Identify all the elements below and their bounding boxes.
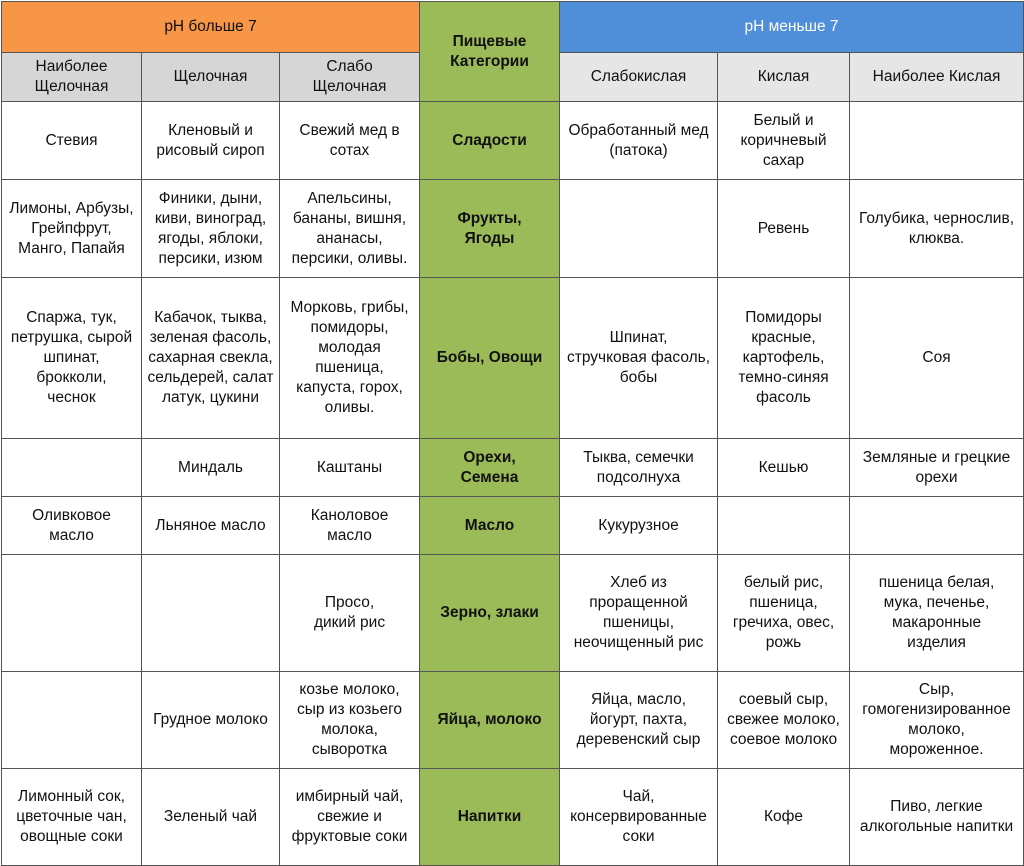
table-row: [2, 672, 1024, 769]
table-row: [2, 439, 1024, 497]
column-slightly-acidic: Слабокислая: [560, 53, 718, 102]
cell-slightly-acidic: Яйца, масло, йогурт, пахта, деревенский сыр: [560, 672, 718, 769]
cell-most-acidic: Земляные и грецкие орехи: [850, 439, 1024, 497]
cell-alkaline: Кабачок, тыква, зеленая фасоль, сахарная свекла, сельдерей, салат латук, цукини: [142, 278, 280, 439]
cell-slightly-acidic: Хлеб из проращенной пшеницы, неочищенный рис: [560, 555, 718, 672]
cell-slightly-acidic: Обработанный мед (патока): [560, 102, 718, 180]
cell-most-alkaline: Спаржа, тук, петрушка, сырой шпинат, брокколи, чеснок: [2, 278, 142, 439]
cell-most-acidic: пшеница белая, мука, печенье, макаронные изделия: [850, 555, 1024, 672]
cell-acidic: [718, 497, 850, 555]
cell-alkaline: Финики, дыни, киви, виноград, ягоды, яблоки, персики, изюм: [142, 180, 280, 278]
cell-slightly-acidic: Чай, консервированные соки: [560, 769, 718, 866]
cell-alkaline: Зеленый чай: [142, 769, 280, 866]
cell-slightly-acidic: Шпинат, стручковая фасоль, бобы: [560, 278, 718, 439]
cell-acidic: Белый и коричневый сахар: [718, 102, 850, 180]
cell-most-alkaline: Лимонный сок, цветочные чан, овощные соки: [2, 769, 142, 866]
cell-category: Фрукты, Ягоды: [420, 180, 560, 278]
cell-alkaline: Миндаль: [142, 439, 280, 497]
table-row: [2, 278, 1024, 439]
cell-slightly-alkaline: козье молоко, сыр из козьего молока, сыворотка: [280, 672, 420, 769]
table-row: [2, 497, 1024, 555]
cell-most-alkaline: Стевия: [2, 102, 142, 180]
column-most-acidic: Наиболее Кислая: [850, 53, 1024, 102]
category-header: Пищевые Категории: [420, 2, 560, 102]
cell-acidic: соевый сыр, свежее молоко, соевое молоко: [718, 672, 850, 769]
cell-acidic: Кофе: [718, 769, 850, 866]
cell-slightly-acidic: Кукурузное: [560, 497, 718, 555]
table-body: [2, 102, 1024, 866]
cell-category: Бобы, Овощи: [420, 278, 560, 439]
cell-slightly-acidic: [560, 180, 718, 278]
cell-most-acidic: Пиво, легкие алкогольные напитки: [850, 769, 1024, 866]
cell-category: Яйца, молоко: [420, 672, 560, 769]
cell-most-alkaline: [2, 439, 142, 497]
alkaline-header: pH больше 7: [2, 2, 420, 53]
cell-slightly-alkaline: Каштаны: [280, 439, 420, 497]
cell-most-acidic: Голубика, чернослив, клюква.: [850, 180, 1024, 278]
table-row: [2, 102, 1024, 180]
cell-acidic: белый рис, пшеница, гречиха, овес, рожь: [718, 555, 850, 672]
cell-category: Масло: [420, 497, 560, 555]
cell-slightly-alkaline: Просо, дикий рис: [280, 555, 420, 672]
cell-acidic: Помидоры красные, картофель, темно-синяя фасоль: [718, 278, 850, 439]
cell-most-acidic: Сыр, гомогенизированное молоко, мороженное.: [850, 672, 1024, 769]
cell-slightly-alkaline: Каноловое масло: [280, 497, 420, 555]
cell-most-alkaline: Оливковое масло: [2, 497, 142, 555]
column-slightly-alkaline: Слабо Щелочная: [280, 53, 420, 102]
cell-alkaline: Льняное масло: [142, 497, 280, 555]
cell-alkaline: Грудное молоко: [142, 672, 280, 769]
cell-slightly-alkaline: Апельсины, бананы, вишня, ананасы, персики, оливы.: [280, 180, 420, 278]
column-alkaline: Щелочная: [142, 53, 280, 102]
cell-acidic: Ревень: [718, 180, 850, 278]
cell-alkaline: Кленовый и рисовый сироп: [142, 102, 280, 180]
cell-most-alkaline: [2, 555, 142, 672]
cell-slightly-acidic: Тыква, семечки подсолнуха: [560, 439, 718, 497]
cell-category: Сладости: [420, 102, 560, 180]
column-acidic: Кислая: [718, 53, 850, 102]
cell-most-acidic: [850, 497, 1024, 555]
cell-most-alkaline: [2, 672, 142, 769]
ph-food-table: [1, 1, 1024, 866]
table-row: [2, 769, 1024, 866]
table-row: [2, 555, 1024, 672]
cell-most-alkaline: Лимоны, Арбузы, Грейпфрут, Манго, Папайя: [2, 180, 142, 278]
cell-category: Напитки: [420, 769, 560, 866]
cell-category: Зерно, злаки: [420, 555, 560, 672]
cell-most-acidic: [850, 102, 1024, 180]
acidic-header: pH меньше 7: [560, 2, 1024, 53]
cell-most-acidic: Соя: [850, 278, 1024, 439]
cell-slightly-alkaline: Морковь, грибы, помидоры, молодая пшеница, капуста, горох, оливы.: [280, 278, 420, 439]
column-most-alkaline: Наиболее Щелочная: [2, 53, 142, 102]
cell-category: Орехи, Семена: [420, 439, 560, 497]
table-row: [2, 180, 1024, 278]
cell-slightly-alkaline: имбирный чай, свежие и фруктовые соки: [280, 769, 420, 866]
cell-slightly-alkaline: Свежий мед в сотах: [280, 102, 420, 180]
cell-alkaline: [142, 555, 280, 672]
header-row: [2, 2, 1024, 53]
cell-acidic: Кешью: [718, 439, 850, 497]
